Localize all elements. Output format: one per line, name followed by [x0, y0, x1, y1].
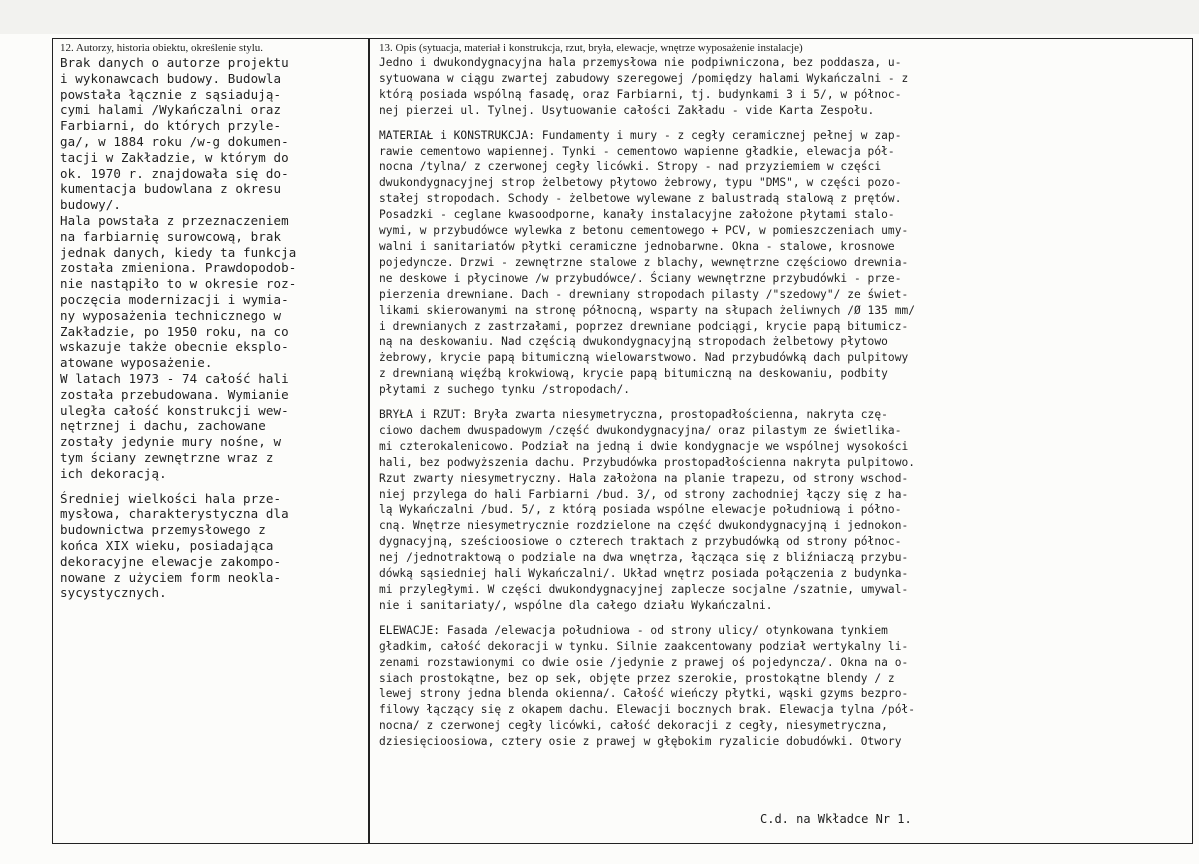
- column-divider: [368, 38, 370, 844]
- text-line: tym ściany zewnętrzne wraz z: [60, 449, 274, 465]
- text-line: została przebudowana. Wymianie: [60, 386, 289, 402]
- paragraph: [60, 213, 362, 371]
- text-line: zenami rozstawionymi co dwie osie /jedynie z prawej oś pojedyncza/. Okna na o-: [379, 655, 909, 669]
- text-line: którą posiada wspólną fasadę, oraz Farbiarni, tj. budynkami 3 i 5/, w północ-: [379, 87, 902, 101]
- text-line: budowy/.: [60, 197, 122, 213]
- text-line: dygnacyjną, sześcioosiowe o czterech traktach z przybudówką od strony północ-: [379, 535, 902, 549]
- text-line: dziesięcioosiowa, cztery osie z prawej w głębokim ryzalicie dobudówki. Otwory: [379, 735, 902, 749]
- text-line: żebrowy, krycie papą bitumiczną wielowarstwowo. Nad przybudówką dach pulpitowy: [379, 351, 909, 365]
- text-line: i drewnianych z zastrzałami, poprzez drewniane podciągi, krycie papą bitumicz-: [379, 319, 909, 333]
- text-line: lą Wykańczalni /bud. 5/, z którą posiada wspólne elewacje południową i półno-: [379, 503, 902, 517]
- paragraph: [379, 128, 1189, 398]
- text-line: mysłowa, charakterystyczna dla: [60, 506, 289, 522]
- text-line: nej pierzei ul. Tylnej. Usytuowanie całości Zakładu - vide Karta Zespołu.: [379, 103, 875, 117]
- text-line: sytuowana w ciągu zwartej zabudowy szeregowej /pomiędzy halami Wykańczalni - z: [379, 71, 909, 85]
- text-line: zostały jedynie mury nośne, w: [60, 434, 282, 450]
- text-line: mi czterokalenicowo. Podział na jedną i dwie kondygnacje we wspólnej wysokości: [379, 439, 909, 453]
- description-section-header: 13. Opis (sytuacja, materiał i konstrukcja, rzut, bryła, elewacje, wnętrze wyposażenie instalacje): [379, 42, 803, 54]
- text-line: kumentacja budowlana z okresu: [60, 181, 282, 197]
- text-line: sycystycznych.: [60, 585, 167, 601]
- text-line: Rzut zwarty niesymetryczny. Hala założona na planie trapezu, od strony wschod-: [379, 471, 909, 485]
- text-line: nocna /tylna/ z czerwonej cegły licówki. Stropy - nad przyziemiem w części: [379, 160, 882, 174]
- text-line: filowy łączący się z okapem dachu. Elewacji bocznych brak. Elewacja tylna /pół-: [379, 703, 916, 717]
- text-line: nie i sanitariaty/, wspólne dla całego działu Wykańczalni.: [379, 598, 773, 612]
- text-line: Farbiarni, do których przyle-: [60, 118, 282, 134]
- text-line: lewej strony jedna blenda okienna/. Całość wieńczy płytki, wąski gzyms bezpro-: [379, 687, 909, 701]
- description-text: [379, 55, 1189, 750]
- text-line: Hala powstała z przeznaczeniem: [60, 212, 289, 228]
- text-line: została zmieniona. Prawdopodob-: [60, 260, 297, 276]
- text-line: Brak danych o autorze projektu: [60, 55, 289, 70]
- text-line: dwukondygnacyjnej strop żelbetowy płytowo żebrowy, typu "DMS", w części pozo-: [379, 176, 902, 190]
- text-line: pierzenia drewniane. Dach - drewniany stropodach pilasty /"szedowy"/ ze świet-: [379, 287, 909, 301]
- text-line: likami skierowanymi na stronę północną, wsparty na słupach żeliwnych /Ø 135 mm/: [379, 303, 916, 317]
- text-line: walni i sanitariatów płytki ceramiczne jednobarwne. Okna - stalowe, krosnowe: [379, 239, 895, 253]
- history-column: [60, 42, 362, 601]
- text-line: poczęcia modernizacji i wymia-: [60, 291, 289, 307]
- text-line: stałej stropodach. Schody - żelbetowe wylewane z balustradą stalową z prętów.: [379, 192, 902, 206]
- text-line: Posadzki - ceglane kwasoodporne, kanały instalacyjne założone płytami stalo-: [379, 208, 895, 222]
- text-line: wskazuje także obecnie eksplo-: [60, 339, 289, 355]
- text-line: cymi halami /Wykańczalni oraz: [60, 102, 282, 118]
- continuation-note: C.d. na Wkładce Nr 1.: [760, 812, 912, 826]
- text-line: uległa całość konstrukcji wew-: [60, 402, 289, 418]
- text-line: ga/, w 1884 roku /w-g dokumen-: [60, 133, 289, 149]
- text-line: Jedno i dwukondygnacyjna hala przemysłowa nie podpiwniczona, bez poddasza, u-: [379, 56, 902, 69]
- text-line: BRYŁA i RZUT: Bryła zwarta niesymetryczna, prostopadłościenna, nakryta czę-: [379, 408, 888, 422]
- paragraph: [60, 491, 362, 602]
- text-line: niej przylega do hali Farbiarni /bud. 3/, od strony zachodniej łączy się z ha-: [379, 487, 909, 501]
- text-line: nocna/ z czerwonej cegły licówki, całość dekoracji z cegły, niesymetryczna,: [379, 719, 888, 733]
- text-line: nowane z użyciem form neokla-: [60, 569, 282, 585]
- text-line: końca XIX wieku, posiadająca: [60, 537, 274, 553]
- text-line: ELEWACJE: Fasada /elewacja południowa - od strony ulicy/ otynkowana tynkiem: [379, 623, 888, 637]
- paragraph: [379, 623, 1189, 750]
- text-line: W latach 1973 - 74 całość hali: [60, 370, 289, 386]
- text-line: jednak danych, kiedy ta funkcja: [60, 244, 297, 260]
- text-line: budownictwa przemysłowego z: [60, 522, 266, 538]
- text-line: cną. Wnętrze niesymetrycznie rozdzielone na część dwukondygnacyjną i jednokon-: [379, 519, 909, 533]
- text-line: mi przyległymi. W części dwukondygnacyjnej zaplecze socjalne /szatnie, umywal-: [379, 583, 909, 596]
- text-line: ciowo dachem dwuspadowym /część dwukondygnacyjna/ oraz pilastym ze świetlika-: [379, 423, 902, 437]
- text-line: wymi, w przybudówce wylewka z betonu cementowego + PCV, w pomieszczeniach umy-: [379, 224, 909, 238]
- text-line: rawie cementowo wapiennej. Tynki - cementowo wapienne gładkie, elewacja pół-: [379, 144, 895, 158]
- text-line: płytami z suchego tynku /stropodach/.: [379, 383, 631, 397]
- text-line: dekoracyjne elewacje zakompo-: [60, 553, 282, 569]
- paragraph: [60, 371, 362, 482]
- text-line: atowane wyposażenie.: [60, 355, 213, 371]
- text-line: na farbiarnię surowcową, brak: [60, 228, 282, 244]
- text-line: MATERIAŁ i KONSTRUKCJA: Fundamenty i mury - z cegły ceramicznej pełnej w zap-: [379, 128, 902, 142]
- text-line: Średniej wielkości hala prze-: [60, 490, 282, 506]
- text-line: gładkim, całość dekoracji w tynku. Silnie zaakcentowany podział wertykalny li-: [379, 639, 909, 653]
- text-line: ne deskowe i płycinowe /w przybudówce/. Ściany wewnętrzne przybudówki - prze-: [379, 271, 902, 285]
- text-line: nie nastąpiło to w okresie roz-: [60, 276, 297, 292]
- history-text: [60, 55, 362, 601]
- card-top-strip: [0, 0, 1199, 34]
- text-line: nętrznej i dachu, zachowane: [60, 418, 266, 434]
- text-line: ich dekoracją.: [60, 465, 167, 481]
- text-line: Zakładzie, po 1950 roku, na co: [60, 323, 289, 339]
- text-line: siach prostokątne, bez op sek, objęte przez szerokie, prostokątne blendy / z: [379, 671, 895, 685]
- paragraph: [60, 55, 362, 213]
- text-line: nej /jednotraktową o podziale na dwa wnętrza, łącząca się z bliźniaczą przybu-: [379, 551, 909, 565]
- text-line: z drewnianą więźbą krokwiową, krycie papą bitumiczną na deskowaniu, podbity: [379, 367, 888, 381]
- text-line: pojedyncze. Drzwi - zewnętrzne stalowe z blachy, wewnętrzne częściowo drewnia-: [379, 255, 909, 269]
- text-line: ny wyposażenia technicznego w: [60, 307, 282, 323]
- history-section-header: 12. Autorzy, historia obiektu, określenie stylu.: [60, 42, 264, 54]
- paragraph: [379, 55, 1189, 119]
- text-line: i wykonawcach budowy. Budowla: [60, 70, 282, 86]
- text-line: hali, bez podwyższenia dachu. Przybudówka prostopadłościenna nakryta pulpitowo.: [379, 455, 916, 469]
- description-column: [379, 42, 1189, 750]
- text-line: powstała łącznie z sąsiadują-: [60, 86, 282, 102]
- text-line: dówką sąsiedniej hali Wykańczalni/. Układ wnętrz posiada połączenia z budynka-: [379, 567, 909, 581]
- text-line: ną na deskowaniu. Nad częścią dwukondygnacyjną stropodach żelbetowy płytowo: [379, 335, 888, 349]
- paragraph: [379, 407, 1189, 614]
- text-line: tacji w Zakładzie, w którym do: [60, 149, 289, 165]
- text-line: ok. 1970 r. znajdowała się do-: [60, 165, 289, 181]
